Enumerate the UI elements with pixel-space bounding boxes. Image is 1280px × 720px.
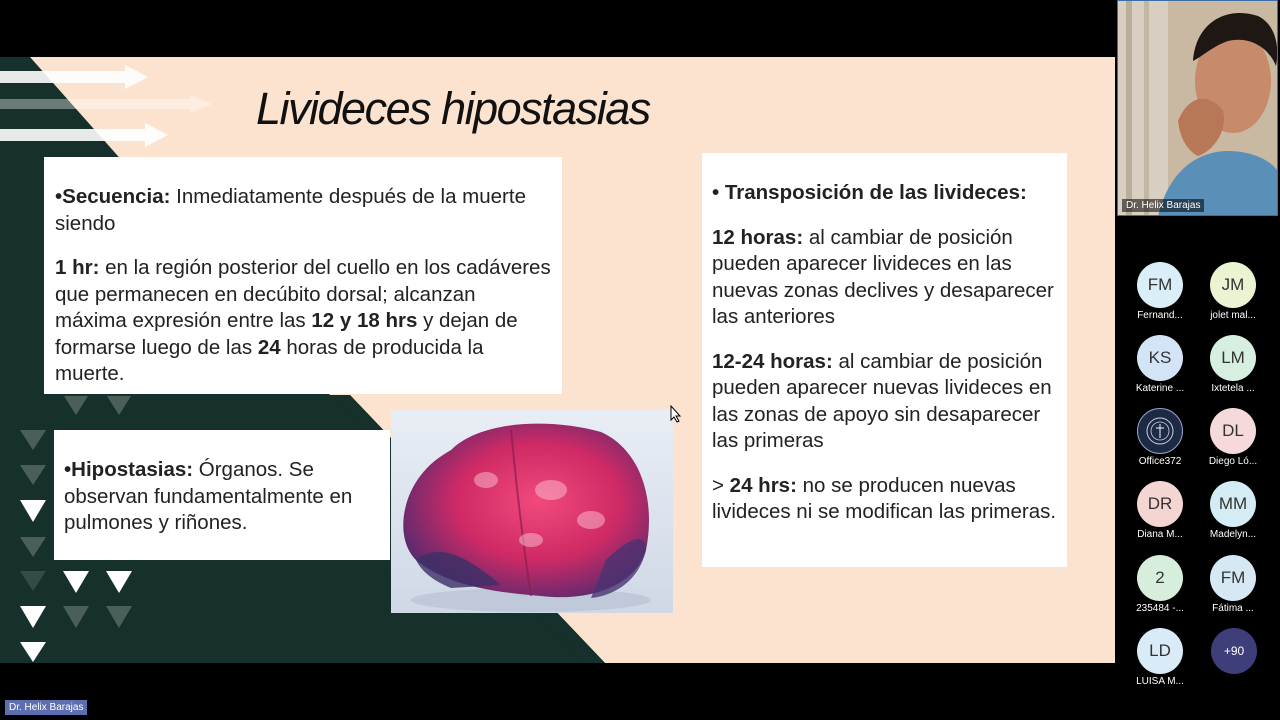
lung-photo <box>391 410 673 613</box>
participant-avatar: KS <box>1137 335 1183 381</box>
participant-name: LUISA M... <box>1136 676 1184 687</box>
participant-tile[interactable] <box>1125 481 1195 551</box>
participant-name: Fernand... <box>1137 310 1183 321</box>
over-24-label: 24 hrs: <box>729 473 797 497</box>
participant-avatar: 2 <box>1137 555 1183 601</box>
participant-name: Fátima ... <box>1212 603 1254 614</box>
presentation-slide <box>0 57 1115 663</box>
transposicion-textbox <box>702 153 1067 567</box>
one-hour-bold-b: 12 y 18 hrs <box>311 309 418 332</box>
twelve-24-hours-paragraph <box>712 349 1057 455</box>
transposicion-heading <box>712 180 1057 207</box>
twelve-hours-label: 12 horas: <box>712 225 804 249</box>
hipostasias-text: Órganos. Se observan fundamentalmente en pulmones y riñones. <box>64 458 353 534</box>
secuencia-label: •Secuencia: <box>55 185 171 208</box>
participant-avatar: LD <box>1137 628 1183 674</box>
participant-tile[interactable] <box>1125 555 1195 625</box>
speaker-name: Dr. Helix Barajas <box>1122 199 1204 212</box>
participant-tile[interactable] <box>1198 262 1268 332</box>
one-hour-paragraph <box>55 255 552 388</box>
participant-tile[interactable] <box>1198 335 1268 405</box>
secuencia-textbox <box>44 157 562 394</box>
slide-title: Livideces hipostasias <box>256 83 650 134</box>
one-hour-text-e: horas de producida la muerte. <box>55 335 484 385</box>
mouse-cursor-icon <box>670 405 682 423</box>
one-hour-text-a: en la región posterior del cuello en los cadáveres que permanecen en decúbito dorsal; alcanzan máxima expresión entre las <box>55 256 551 332</box>
over-24-text: no se producen nuevas livideces ni se modifican las primeras. <box>712 473 1057 523</box>
twelve-hours-paragraph <box>712 225 1057 331</box>
participant-name: Katerine ... <box>1135 383 1185 394</box>
transposicion-heading-text: • Transposición de las livideces: <box>712 181 1027 204</box>
over-24-prefix: > <box>712 473 730 497</box>
hipostasias-paragraph <box>64 457 380 537</box>
participant-avatar: FM <box>1137 262 1183 308</box>
participant-tile[interactable] <box>1125 408 1195 478</box>
participant-avatar: DL <box>1210 408 1256 454</box>
participant-avatar: JM <box>1210 262 1256 308</box>
participant-tile[interactable] <box>1125 262 1195 332</box>
one-hour-text-c: y dejan de formarse luego de las <box>55 309 518 359</box>
twelve-24-hours-label: 12-24 horas: <box>712 349 833 373</box>
more-participants-button[interactable]: +90 <box>1211 628 1257 674</box>
twelve-hours-text: al cambiar de posición pueden aparecer livideces en las nuevas zonas declives y desaparecer las anteriores <box>712 225 1054 328</box>
participant-avatar: MM <box>1210 481 1256 527</box>
participant-name: 235484 -... <box>1136 603 1184 614</box>
hipostasias-label: •Hipostasias: <box>64 458 194 481</box>
secuencia-text: Inmediatamente después de la muerte siendo <box>55 185 526 235</box>
participant-tile[interactable] <box>1198 555 1268 625</box>
participant-avatar: DR <box>1137 481 1183 527</box>
participant-avatar: FM <box>1210 555 1256 601</box>
twelve-24-hours-text: al cambiar de posición pueden aparecer nuevas livideces en las zonas de apoyo sin desaparecer las primeras <box>712 349 1052 452</box>
participant-tile[interactable] <box>1198 481 1268 551</box>
one-hour-bold-d: 24 <box>257 335 281 359</box>
participant-name: Madelyn... <box>1209 529 1257 540</box>
presenter-name-tag: Dr. Helix Barajas <box>5 700 87 715</box>
seal-icon <box>1145 416 1175 446</box>
participant-name: Diego Ló... <box>1208 456 1258 467</box>
participant-name: Ixtetela ... <box>1211 383 1255 394</box>
participant-name: Diana M... <box>1137 529 1183 540</box>
participant-name: Office372 <box>1138 456 1182 467</box>
participant-name: jolet mal... <box>1210 310 1256 321</box>
participant-tile[interactable] <box>1125 628 1195 698</box>
hipostasias-textbox <box>54 430 390 560</box>
secuencia-paragraph <box>55 184 552 237</box>
one-hour-label: 1 hr: <box>55 256 100 279</box>
org-logo-icon <box>1137 408 1183 454</box>
speaker-video-tile[interactable] <box>1117 0 1278 216</box>
speaker-video-feed <box>1118 1 1278 216</box>
participant-tile[interactable] <box>1125 335 1195 405</box>
participant-tile[interactable] <box>1198 408 1268 478</box>
over-24-hours-paragraph <box>712 473 1057 526</box>
participant-avatar: LM <box>1210 335 1256 381</box>
